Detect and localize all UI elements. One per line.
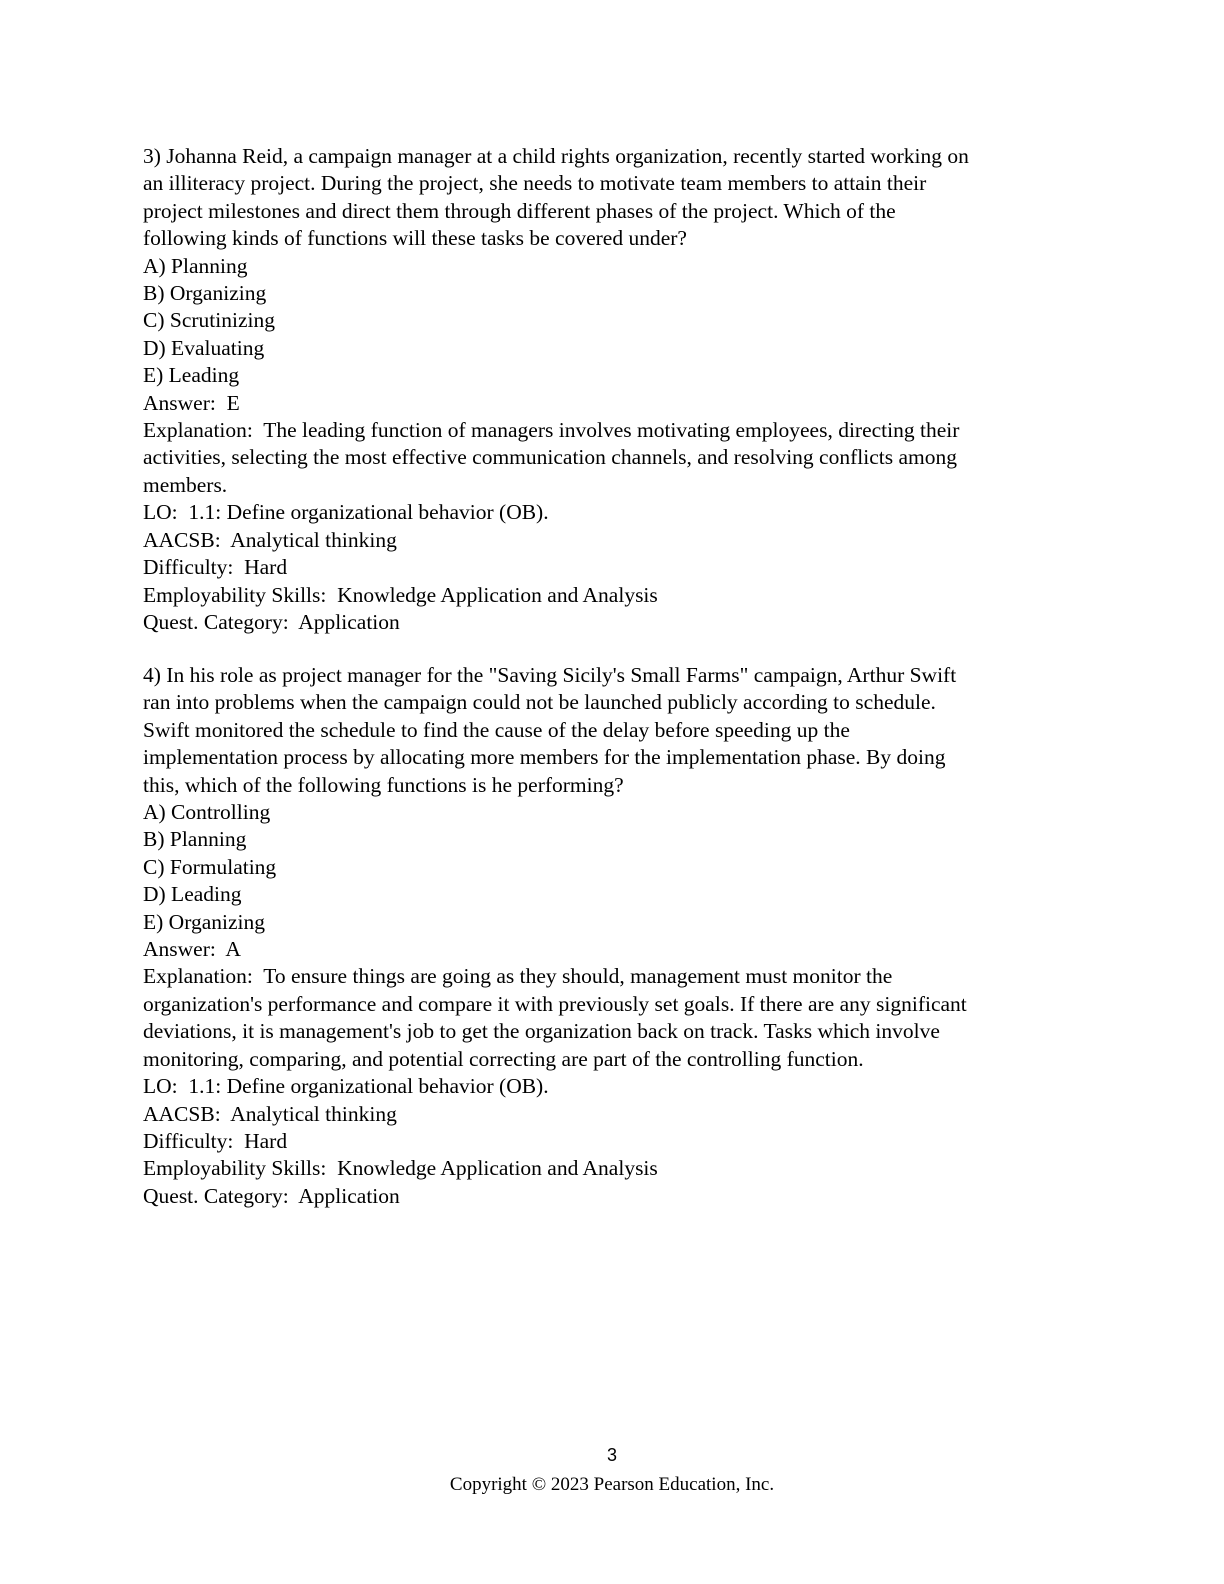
- option-c: C) Scrutinizing: [143, 308, 275, 333]
- question-stem: [143, 662, 1073, 799]
- aacsb: AACSB: Analytical thinking: [143, 1101, 397, 1126]
- stem-line: 4) In his role as project manager for the "Saving Sicily's Small Farms" campaign, Arthur Swift: [143, 663, 957, 687]
- option-b: B) Organizing: [143, 281, 267, 306]
- stem-line: this, which of the following functions is he performing?: [143, 772, 624, 797]
- difficulty: Difficulty: Hard: [143, 555, 288, 580]
- option-a: A) Controlling: [143, 800, 271, 825]
- stem-line: following kinds of functions will these tasks be covered under?: [143, 226, 687, 251]
- question-block: [143, 143, 1073, 636]
- learning-objective: LO: 1.1: Define organizational behavior (OB).: [143, 500, 549, 525]
- stem-line: 3) Johanna Reid, a campaign manager at a child rights organization, recently started working on: [143, 144, 969, 168]
- option-d: D) Leading: [143, 882, 242, 907]
- stem-line: Swift monitored the schedule to find the cause of the delay before speeding up the: [143, 717, 850, 742]
- learning-objective: LO: 1.1: Define organizational behavior (OB).: [143, 1074, 549, 1099]
- stem-line: implementation process by allocating more members for the implementation phase. By doing: [143, 745, 946, 770]
- answer: Answer: A: [143, 937, 241, 962]
- aacsb: AACSB: Analytical thinking: [143, 527, 397, 552]
- option-c: C) Formulating: [143, 854, 277, 879]
- stem-line: an illiteracy project. During the project, she needs to motivate team members to attain their: [143, 171, 927, 196]
- question-category: Quest. Category: Application: [143, 609, 400, 634]
- option-e: E) Leading: [143, 363, 240, 388]
- employability-skills: Employability Skills: Knowledge Application and Analysis: [143, 1156, 658, 1181]
- stem-line: project milestones and direct them through different phases of the project. Which of the: [143, 198, 896, 223]
- explanation-line: Explanation: To ensure things are going as they should, management must monitor the: [143, 964, 893, 989]
- answer: Answer: E: [143, 390, 240, 415]
- page-number: 3: [606, 1445, 617, 1465]
- explanation-line: deviations, it is management's job to get the organization back on track. Tasks which involve: [143, 1019, 940, 1044]
- explanation-line: organization's performance and compare it with previously set goals. If there are any significant: [143, 991, 967, 1016]
- explanation-line: Explanation: The leading function of managers involves motivating employees, directing their: [143, 418, 960, 443]
- question-stem: [143, 143, 1073, 253]
- explanation-line: members.: [143, 472, 228, 497]
- employability-skills: Employability Skills: Knowledge Application and Analysis: [143, 582, 658, 607]
- explanation-line: activities, selecting the most effective communication channels, and resolving conflicts among: [143, 445, 957, 470]
- option-a: A) Planning: [143, 253, 248, 278]
- option-d: D) Evaluating: [143, 335, 265, 360]
- stem-line: ran into problems when the campaign could not be launched publicly according to schedule.: [143, 690, 936, 715]
- copyright-notice: Copyright © 2023 Pearson Education, Inc.: [449, 1474, 775, 1495]
- option-b: B) Planning: [143, 827, 247, 852]
- option-e: E) Organizing: [143, 909, 265, 934]
- question-category: Quest. Category: Application: [143, 1183, 400, 1208]
- question-block: [143, 662, 1073, 1210]
- difficulty: Difficulty: Hard: [143, 1128, 288, 1153]
- explanation-line: monitoring, comparing, and potential correcting are part of the controlling function.: [143, 1046, 864, 1071]
